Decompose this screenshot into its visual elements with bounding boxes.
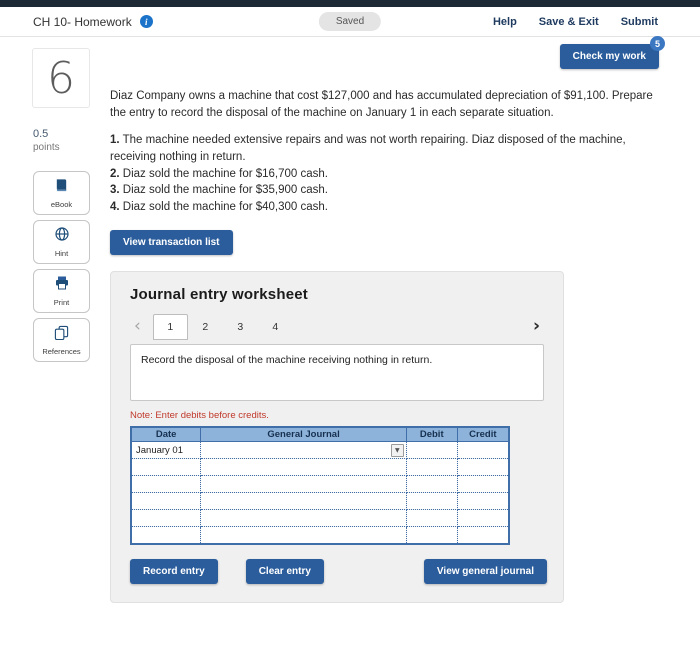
debit-input-cell[interactable]: [406, 476, 457, 493]
journal-row-6: [131, 527, 509, 544]
check-my-work-container: [560, 38, 660, 69]
question-number-box: [32, 48, 90, 108]
item-4-number: 4.: [110, 201, 120, 214]
assignment-header: [0, 7, 700, 37]
tab-3[interactable]: 3: [237, 320, 244, 333]
worksheet-title: Journal entry worksheet: [130, 285, 308, 303]
date-cell: [131, 510, 201, 527]
journal-header-row: [131, 427, 509, 442]
date-cell: [131, 527, 201, 544]
print-label: Print: [53, 298, 70, 307]
item-2-number: 2.: [110, 167, 120, 180]
references-icon: [54, 325, 69, 345]
question-number: 6: [47, 52, 75, 104]
journal-row-3: [131, 476, 509, 493]
date-column-header: Date: [131, 427, 201, 442]
credit-input-cell[interactable]: [457, 510, 509, 527]
worksheet-tab-bar: [130, 314, 544, 340]
date-cell: January 01: [131, 442, 201, 459]
references-label: References: [42, 346, 81, 356]
journal-row-2: [131, 459, 509, 476]
debit-input-cell[interactable]: [406, 442, 457, 459]
note-text: Note: Enter debits before credits.: [130, 409, 269, 421]
question-intro: Diaz Company owns a machine that cost $127,000 and has accumulated depreciation of $91,100. Prepare the entry to record the disposal of the machine on January 1 in each separate situation.: [110, 90, 653, 119]
debit-column-header: Debit: [406, 427, 457, 442]
hint-globe-icon: [54, 226, 70, 247]
tab-1[interactable]: 1: [153, 314, 188, 340]
date-cell: [131, 459, 201, 476]
prev-tab-chevron-icon[interactable]: ‹: [134, 316, 141, 337]
item-3-text: Diaz sold the machine for $35,900 cash.: [122, 184, 328, 197]
points-block: [33, 127, 60, 154]
question-items: [110, 132, 646, 215]
check-my-work-button[interactable]: Check my work: [560, 44, 659, 69]
next-tab-chevron-icon[interactable]: ›: [532, 316, 540, 337]
account-select-cell[interactable]: [201, 493, 407, 510]
points-value: 0.5: [33, 128, 49, 140]
question-item-1: [110, 132, 646, 165]
question-item-4: [110, 199, 646, 216]
tool-sidebar: [33, 171, 90, 362]
debit-input-cell[interactable]: [406, 510, 457, 527]
top-bar: [0, 0, 700, 7]
account-dropdown-icon[interactable]: ▼: [391, 444, 404, 457]
credit-column-header: Credit: [457, 427, 509, 442]
saved-status-badge: Saved: [319, 12, 381, 31]
account-select-cell[interactable]: [201, 510, 407, 527]
print-button[interactable]: [33, 269, 90, 313]
header-links: [493, 16, 658, 28]
debit-input-cell[interactable]: [406, 493, 457, 510]
journal-row-4: [131, 493, 509, 510]
worksheet-actions: [130, 559, 547, 584]
journal-entry-worksheet: [110, 271, 564, 603]
item-4-text: Diaz sold the machine for $40,300 cash.: [122, 201, 328, 214]
ebook-button[interactable]: [33, 171, 90, 215]
item-2-text: Diaz sold the machine for $16,700 cash.: [122, 167, 328, 180]
hint-button[interactable]: [33, 220, 90, 264]
question-item-3: [110, 182, 646, 199]
date-cell: [131, 476, 201, 493]
date-cell: [131, 493, 201, 510]
debit-input-cell[interactable]: [406, 459, 457, 476]
account-select-cell[interactable]: [201, 442, 407, 459]
clear-entry-button[interactable]: Clear entry: [246, 559, 324, 584]
credit-input-cell[interactable]: [457, 442, 509, 459]
hint-label: Hint: [54, 249, 69, 258]
info-icon[interactable]: i: [140, 15, 153, 28]
account-select-cell[interactable]: [201, 459, 407, 476]
question-item-2: [110, 166, 646, 183]
tab-2[interactable]: 2: [202, 320, 209, 333]
item-1-number: 1.: [110, 134, 120, 147]
help-link[interactable]: Help: [492, 15, 517, 28]
view-general-journal-button[interactable]: View general journal: [424, 559, 547, 584]
submit-link[interactable]: Submit: [620, 15, 658, 28]
instruction-text: Record the disposal of the machine receiving nothing in return.: [141, 353, 433, 366]
item-1-text: The machine needed extensive repairs and was not worth repairing. Diaz disposed of the machine, receiving nothing in return.: [110, 134, 626, 164]
journal-table: [130, 426, 510, 545]
instruction-box: [130, 344, 544, 401]
credit-input-cell[interactable]: [457, 459, 509, 476]
account-select-cell[interactable]: [201, 527, 407, 544]
check-count-badge: 5: [650, 36, 665, 51]
journal-row-1: [131, 442, 509, 459]
printer-icon: [54, 275, 70, 296]
credit-input-cell[interactable]: [457, 476, 509, 493]
record-entry-button[interactable]: Record entry: [130, 559, 218, 584]
references-button[interactable]: [33, 318, 90, 362]
journal-row-5: [131, 510, 509, 527]
debit-input-cell[interactable]: [406, 527, 457, 544]
save-exit-link[interactable]: Save & Exit: [538, 15, 599, 28]
points-label: points: [33, 142, 60, 154]
item-3-number: 3.: [110, 184, 120, 197]
ebook-icon: [54, 178, 69, 198]
view-transaction-list-button[interactable]: View transaction list: [110, 230, 233, 255]
assignment-title: CH 10- Homework: [33, 14, 132, 29]
credit-input-cell[interactable]: [457, 527, 509, 544]
general-journal-column-header: General Journal: [201, 427, 407, 442]
tab-4[interactable]: 4: [272, 320, 279, 333]
account-select-cell[interactable]: [201, 476, 407, 493]
credit-input-cell[interactable]: [457, 493, 509, 510]
ebook-label: eBook: [50, 199, 73, 209]
question-content: [110, 88, 662, 603]
